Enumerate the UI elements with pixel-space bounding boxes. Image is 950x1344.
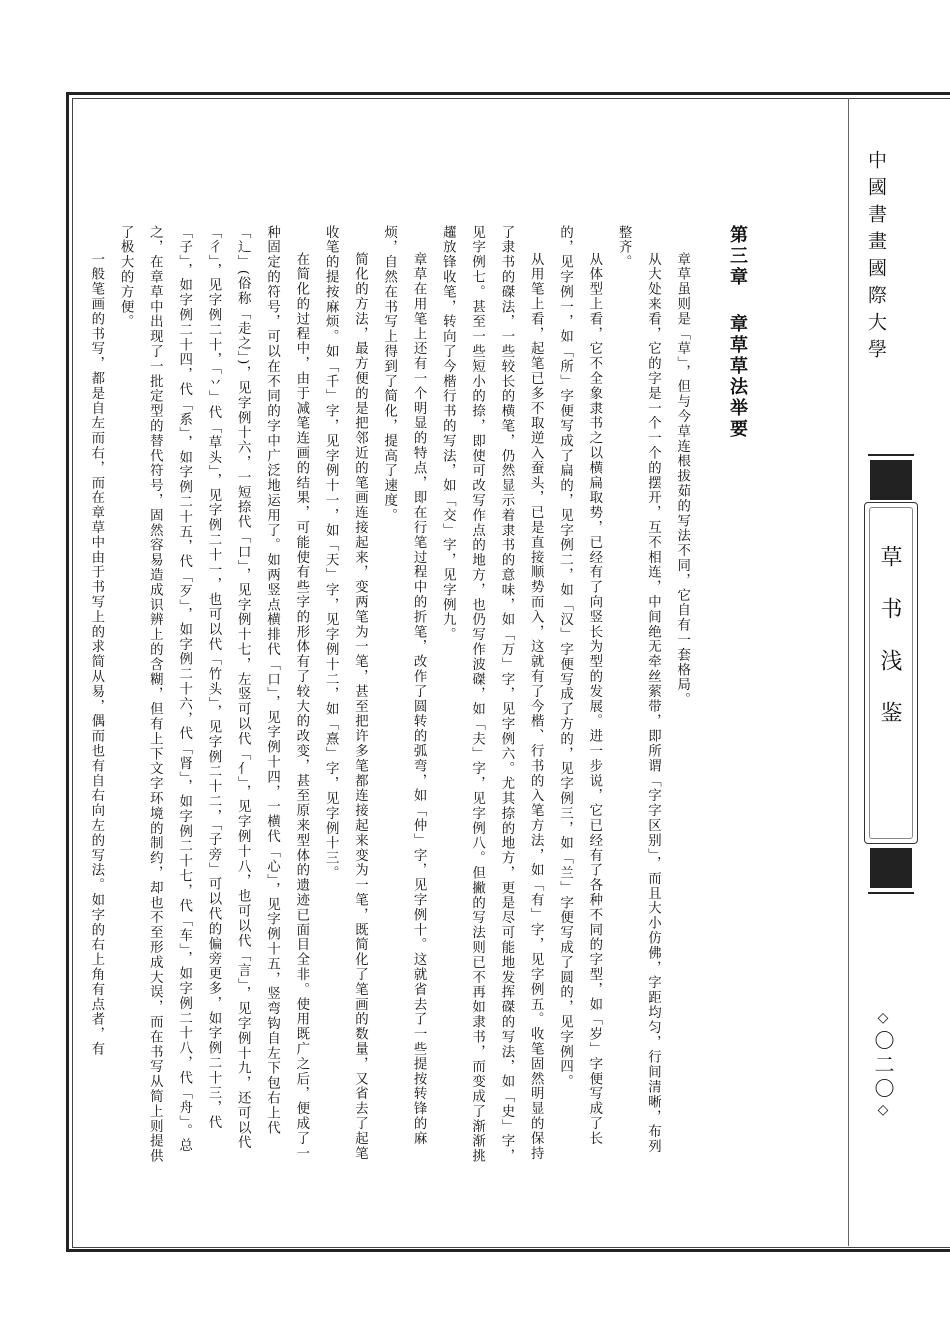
paragraph: 从用笔上看，起笔已多不取逆入蚕头，已是直接顺势而入，这就有了今楷、行书的入笔方法，如「有」字，见字例五。收笔固然明显的保持了隶书的磔法，一些较长的横笔，仍然显示着隶书的意味，如「万」字，见字例六。尤其捺的地方，更是尽可能地发挥磔的写法，如「史」字，见字例七。甚至一些短小的捺，即使可改写作点的地方，也仍写作波磔，如「夫」字，见字例八。但撇的写法则已不再如隶书，而变成了渐渐挑趯放锋收笔，转向了今楷行书的写法，如「交」字，见字例九。	[440, 225, 544, 1164]
margin-divider	[848, 98, 849, 1246]
paragraph: 章草在用笔上还有一个明显的特点，即在行笔过程中的折笔，改作了圆转的弧弯，如「仲」字，见字例十。这就省去了一些提按转锋的麻烦，自然在书写上得到了简化，提高了速度。	[381, 225, 427, 1146]
paragraph: 简化的方法，最方便的是把邻近的笔画连接起来，变两笔为一笔，甚至把许多笔都连接起来变为一笔，既简化了笔画的数量，又省去了起笔收笔的提按麻烦。如「千」字，见字例十一，如「天」字，见字例十二，如「熹」字，见字例十三。	[323, 225, 368, 1161]
body-text	[88, 225, 770, 1165]
title-bar-bottom	[870, 848, 912, 888]
university-name: 中國書畫國際大學	[865, 150, 887, 366]
paragraph: 章草虽则是「草」，但与今草连根拔茹的写法不同，它自有一套格局。	[674, 251, 690, 707]
paragraph: 从大处来看，它的字是一个一个的摆开，互不相连，中间绝无牵丝萦带，即所谓「字字区别」，而且大小仿佛，字距均匀，行间清晰，布列整齐。	[616, 225, 661, 1154]
diamond-icon: ◇	[875, 1010, 891, 1030]
chapter-number: 第三章	[727, 225, 748, 288]
diamond-icon: ◇	[875, 1102, 891, 1122]
paragraph: 在简化的过程中，由于减笔连画的结果，可能使有些字的形体有了较大的改变，甚至原来型体的遗迹已面目全非。使用既广之后，便成了一种固定的符号，可以在不同的字中广泛地运用了。如两竖点横排代「口」，见字例十四，一横代「心」，见字例十五，竖弯钩自左下包右上代「辶」(俗称「走之」)，见字例十六，一短捺代「口」，见字例十七，左竖可以代「亻」，见字例十八，也可以代「言」，见字例十九，还可以代「彳」，见字例二十，「丷」代「草头」，见字例二十一，也可以代「竹头」，见字例二十二，「子旁」可以代的偏旁更多，如字例二十三，代「子」，如字例二十四，代「系」，如字例二十五，代「歹」，如字例二十六，代「肾」，如字例二十七，代「车」，如字例二十八，代「舟」。总之，在章草中出现了一批定型的替代符号，固然容易造成识辨上的含糊，但有上下文字环境的制约，却也不至形成大误，而在书写从简上则提供了极大的方便。	[118, 225, 309, 1164]
paragraph: 一般笔画的书写，都是自左而右，而在章草中由于书写上的求简从易，偶而也有自右向左的写法。如字的右上角有点者，有	[88, 251, 104, 1057]
page-number	[869, 1010, 898, 1122]
book-title: 草书浅鉴	[877, 545, 902, 753]
chapter-heading	[723, 225, 752, 1165]
page-number-value: 〇二〇	[871, 1030, 895, 1102]
title-bar-top	[870, 460, 912, 500]
chapter-title: 章草草法举要	[727, 314, 748, 440]
paragraph: 从体型上看，它不全象隶书之以横扁取势，已经有了向竖长为型的发展。进一步说，它已经有了各种不同的字型，如「岁」字便写成了长的，见字例一，如「所」字便写成了扁的，见字例二，如「汉」字便写成了方的，见字例三，如「兰」字便写成了圆的，见字例四。	[557, 225, 602, 1146]
